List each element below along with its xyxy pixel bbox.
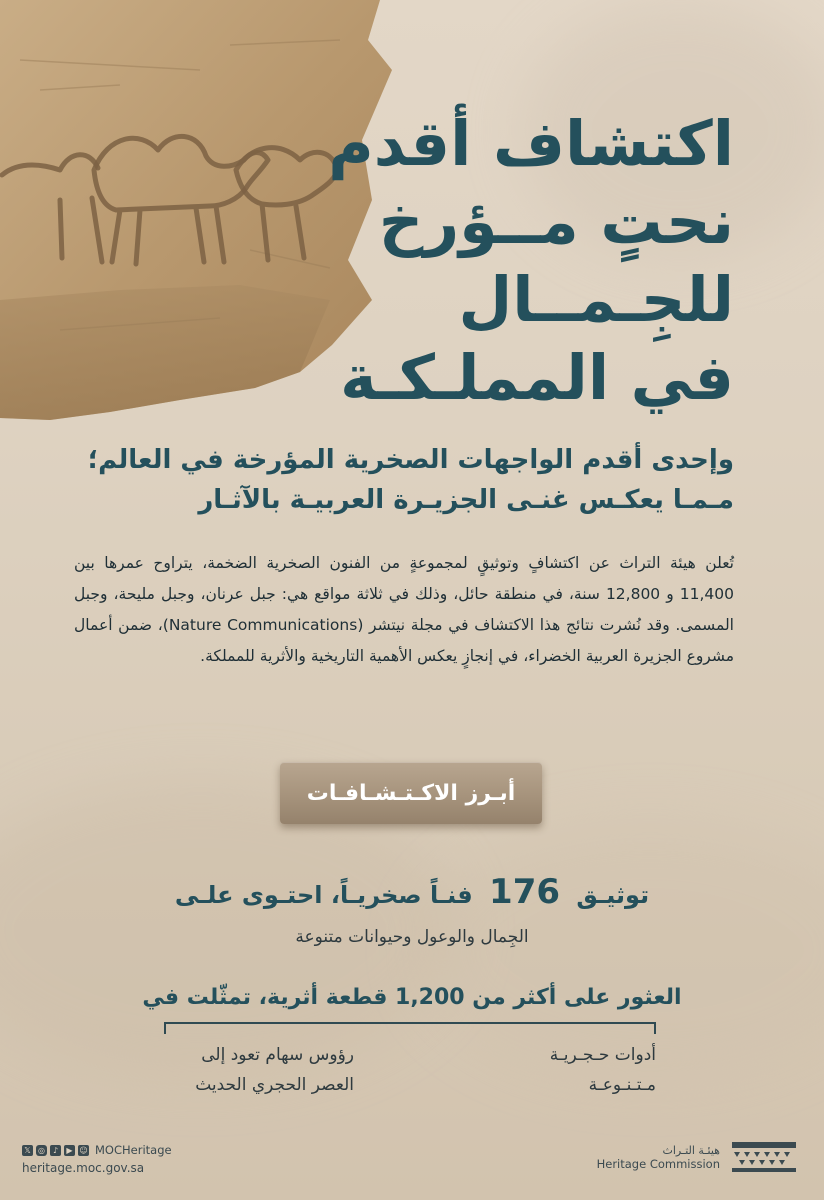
highlights-badge bbox=[280, 762, 542, 824]
social-links bbox=[22, 1143, 172, 1157]
social-handle[interactable]: MOCHeritage bbox=[95, 1143, 172, 1157]
tiktok-icon[interactable]: ♪ bbox=[50, 1145, 61, 1156]
artifact-item-line: مـتـنـوعـة bbox=[588, 1075, 656, 1095]
logo-emblem-icon bbox=[730, 1140, 798, 1174]
title-line: للجِـمــال bbox=[458, 263, 734, 336]
heritage-commission-logo bbox=[597, 1140, 798, 1174]
stat-rock-art-after: فنـاً صخريـاً، احتـوى علـى bbox=[174, 881, 473, 909]
artifact-item-arrowheads bbox=[134, 1040, 354, 1100]
stat-rock-art-description: الجِمال والوعول وحيوانات متنوعة bbox=[295, 927, 529, 947]
title-line: نحتٍ مــؤرخ bbox=[378, 185, 734, 258]
highlights-badge-label: أبـرز الاكـتـشـافـات bbox=[306, 780, 516, 806]
artifact-item-line: رؤوس سهام تعود إلى bbox=[201, 1045, 354, 1065]
snapchat-icon[interactable]: ☺ bbox=[79, 1145, 88, 1155]
instagram-icon[interactable]: ◎ bbox=[36, 1145, 47, 1156]
stat-rock-art-number: 176 bbox=[489, 872, 561, 912]
page-title bbox=[328, 105, 734, 417]
items-bracket bbox=[164, 1022, 656, 1034]
x-icon[interactable]: 𝕏 bbox=[22, 1145, 33, 1156]
artifact-item-line: العصر الحجري الحديث bbox=[195, 1075, 354, 1095]
website-link[interactable]: heritage.moc.gov.sa bbox=[22, 1161, 145, 1175]
title-line: في المملـكـة bbox=[340, 341, 734, 414]
logo-english: Heritage Commission bbox=[596, 1156, 720, 1171]
stat-rock-art bbox=[120, 872, 704, 912]
youtube-icon[interactable]: ▶ bbox=[64, 1145, 75, 1156]
subtitle-line: مـمـا يعكـس غنـى الجزيـرة العربيـة بالآثـار bbox=[198, 485, 734, 515]
logo-arabic: هيئـة التـراث bbox=[662, 1143, 720, 1157]
stat-rock-art-before: توثيـق bbox=[576, 881, 650, 909]
logo-text bbox=[597, 1144, 720, 1171]
subtitle bbox=[34, 440, 734, 520]
artifact-item-line: أدوات حـجـريـة bbox=[549, 1045, 656, 1065]
subtitle-line: وإحدى أقدم الواجهات الصخرية المؤرخة في العالم؛ bbox=[87, 445, 734, 475]
stat-artifacts: العثور على أكثر من 1,200 قطعة أثرية، تمثّلت في bbox=[142, 985, 682, 1010]
body-paragraph: تُعلن هيئة التراث عن اكتشافٍ وتوثيقٍ لمجموعةٍ من الفنون الصخرية الضخمة، يتراوح عمرها بين 11,400 و 12,800 سنة، في منطقة حائل، وذلك في ثلاثة مواقع هي: جبل عرنان، وجبل مليحة، وجبل المسمى. وقد نُشرت نتائج هذا الاكتشاف في مجلة نيتشر (Nature Communications)، ضمن أعمال مشروع الجزيرة العربية الخضراء، في إنجازٍ يعكس الأهمية التاريخية والأثرية للمملكة. bbox=[74, 554, 734, 665]
title-line: اكتشاف أقدم bbox=[328, 107, 734, 180]
artifact-item-stone-tools bbox=[436, 1040, 656, 1100]
